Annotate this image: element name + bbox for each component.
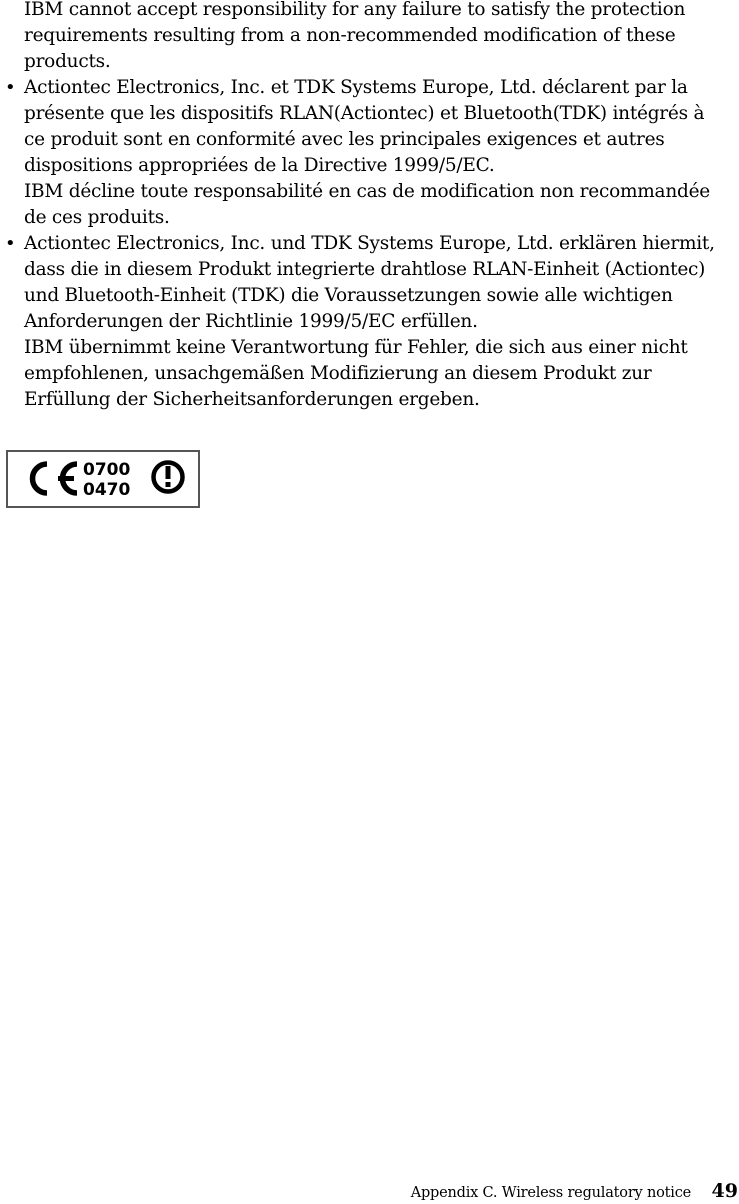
text-line: de ces produits. [24, 207, 170, 228]
page-footer [0, 1180, 739, 1204]
text-line: requirements resulting from a non-recommended modification of these [24, 25, 676, 46]
text-line: Actiontec Electronics, Inc. und TDK Systems Europe, Ltd. erklären hiermit, [24, 233, 715, 254]
notified-body-number-bottom: 0470 [83, 480, 131, 500]
intro-paragraph [24, 0, 736, 75]
page-number: 49 [711, 1180, 738, 1202]
ce-mark-graphic [8, 452, 197, 505]
german-declaration-text [24, 231, 736, 413]
bullet-marker: • [5, 77, 16, 98]
alert-icon [154, 463, 183, 492]
text-line: dass die in diesem Produkt integrierte drahtlose RLAN-Einheit (Actiontec) [24, 259, 706, 280]
text-line: présente que les dispositifs RLAN(Actiontec) et Bluetooth(TDK) intégrés à [24, 103, 705, 124]
text-line: empfohlenen, unsachgemäßen Modifizierung an diesem Produkt zur [24, 363, 652, 384]
notified-body-number-top: 0700 [83, 460, 131, 480]
footer-section-title: Appendix C. Wireless regulatory notice [410, 1185, 691, 1201]
ce-mark-logo [6, 450, 200, 508]
text-line: products. [24, 51, 111, 72]
bullet-marker: • [5, 233, 16, 254]
text-line: Actiontec Electronics, Inc. et TDK Systems Europe, Ltd. déclarent par la [24, 77, 688, 98]
french-declaration-text [24, 75, 736, 231]
text-line: IBM cannot accept responsibility for any failure to satisfy the protection [24, 0, 686, 20]
text-line: und Bluetooth-Einheit (TDK) die Voraussetzungen sowie alle wichtigen [24, 285, 673, 306]
text-line: Anforderungen der Richtlinie 1999/5/EC erfüllen. [24, 311, 478, 332]
ce-letter-c [33, 464, 48, 493]
text-line: IBM übernimmt keine Verantwortung für Fehler, die sich aus einer nicht [24, 337, 688, 358]
text-line: IBM décline toute responsabilité en cas de modification non recommandée [24, 181, 710, 202]
text-line: Erfüllung der Sicherheitsanforderungen ergeben. [24, 389, 480, 410]
text-line: ce produit sont en conformité avec les principales exigences et autres [24, 129, 665, 150]
text-line: dispositions appropriées de la Directive 1999/5/EC. [24, 155, 495, 176]
